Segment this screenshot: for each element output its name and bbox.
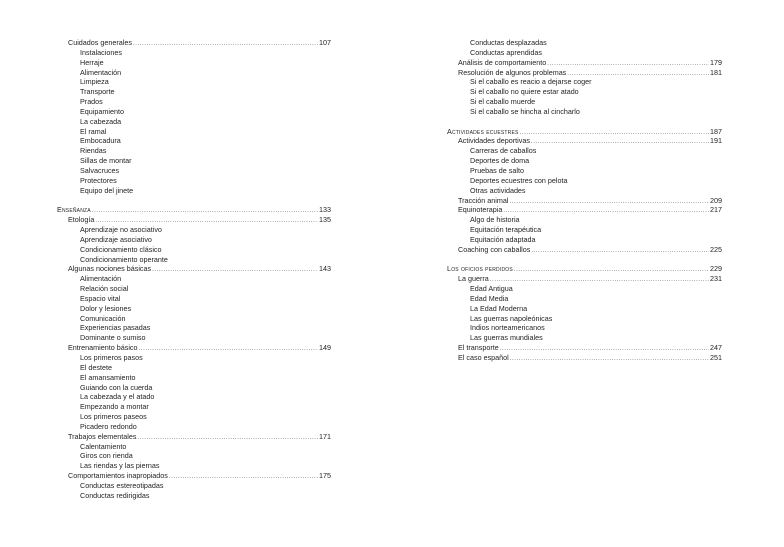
toc-subentry[interactable]: Protectores bbox=[80, 175, 117, 185]
toc-subentry[interactable]: Alimentación bbox=[80, 274, 122, 284]
toc-subentry[interactable]: Embocadura bbox=[80, 136, 121, 146]
toc-subentry[interactable]: Las guerras mundiales bbox=[470, 333, 543, 343]
toc-chapter[interactable]: Enseñanza ..... 133 bbox=[57, 205, 331, 215]
section-gap bbox=[57, 196, 331, 206]
toc-entry[interactable]: Tracción animal ..... 209 bbox=[447, 196, 722, 206]
toc-subentry[interactable]: Empezando a montar bbox=[80, 402, 149, 412]
toc-subentry[interactable]: Si el caballo es reacio a dejarse coger bbox=[470, 77, 592, 87]
toc-subentry[interactable]: La cabezada y el atado bbox=[80, 392, 155, 402]
toc-subentry[interactable]: Alimentación bbox=[80, 67, 122, 77]
toc-subentry[interactable]: Conductas estereotipadas bbox=[80, 480, 164, 490]
toc-entry[interactable]: Entrenamiento básico ..... 149 bbox=[57, 343, 331, 353]
toc-entry[interactable]: Algunas nociones básicas ..... 143 bbox=[57, 264, 331, 274]
toc-subentry[interactable]: Conductas desplazadas bbox=[470, 38, 547, 47]
toc-subentry[interactable]: Sillas de montar bbox=[80, 156, 132, 166]
toc-entry[interactable]: El caso español ..... 251 bbox=[447, 353, 722, 363]
toc-subentry[interactable]: Deportes ecuestres con pelota bbox=[470, 175, 568, 185]
toc-subentry[interactable]: Herraje bbox=[80, 57, 104, 67]
toc-subentry[interactable]: Algo de historia bbox=[470, 215, 520, 225]
toc-subentry[interactable]: Equitación adaptada bbox=[470, 234, 536, 244]
toc-subentry[interactable]: Condicionamiento operante bbox=[80, 254, 168, 264]
toc-subentry[interactable]: La Edad Moderna bbox=[470, 303, 528, 313]
toc-subentry[interactable]: Comunicación bbox=[80, 313, 126, 323]
toc-entry[interactable]: El transporte ..... 247 bbox=[447, 343, 722, 353]
toc-left-column bbox=[57, 38, 331, 501]
toc-subentry[interactable]: Transporte bbox=[80, 87, 115, 97]
toc-subentry[interactable]: Los primeros pasos bbox=[80, 353, 143, 362]
toc-entry[interactable]: Análisis de comportamiento ..... 179 bbox=[447, 58, 722, 68]
toc-subentry[interactable]: Espacio vital bbox=[80, 293, 121, 303]
toc-chapter[interactable]: Los oficios perdidos ..... 229 bbox=[447, 264, 722, 274]
toc-subentry[interactable]: Picadero redondo bbox=[80, 421, 137, 431]
toc-entry[interactable]: Trabajos elementales ..... 171 bbox=[57, 432, 331, 442]
toc-right-column bbox=[447, 38, 722, 363]
toc-subentry[interactable]: Conductas aprendidas bbox=[470, 47, 542, 57]
toc-subentry[interactable]: La cabezada bbox=[80, 116, 122, 126]
toc-subentry[interactable]: Si el caballo muerde bbox=[470, 97, 536, 107]
toc-subentry[interactable]: Dolor y lesiones bbox=[80, 303, 132, 313]
toc-subentry[interactable]: Las riendas y las piernas bbox=[80, 461, 160, 471]
toc-subentry[interactable]: Instalaciones bbox=[80, 47, 122, 57]
toc-subentry[interactable]: Condicionamiento clásico bbox=[80, 244, 162, 254]
toc-subentry[interactable]: Los primeros paseos bbox=[80, 412, 147, 422]
toc-subentry[interactable]: Edad Antigua bbox=[470, 284, 513, 294]
toc-subentry[interactable]: Conductas redirigidas bbox=[80, 490, 150, 500]
toc-subentry[interactable]: Experiencias pasadas bbox=[80, 323, 151, 333]
toc-entry[interactable]: Actividades deportivas ..... 191 bbox=[447, 136, 722, 146]
toc-subentry[interactable]: Otras actividades bbox=[470, 185, 526, 195]
toc-subentry[interactable]: Giros con rienda bbox=[80, 451, 133, 461]
toc-subentry[interactable]: Salvacruces bbox=[80, 165, 120, 175]
toc-subentry[interactable]: El ramal bbox=[80, 126, 107, 136]
toc-subentry[interactable]: Aprendizaje no asociativo bbox=[80, 225, 162, 235]
toc-entry[interactable]: Resolución de algunos problemas ..... 181 bbox=[447, 68, 722, 78]
toc-chapter[interactable]: Actividades ecuestres ..... 187 bbox=[447, 127, 722, 137]
toc-entry[interactable]: Equinoterapia ..... 217 bbox=[447, 205, 722, 215]
toc-subentry[interactable]: Dominante o sumiso bbox=[80, 333, 146, 343]
toc-subentry[interactable]: El destete bbox=[80, 362, 112, 372]
section-gap bbox=[447, 117, 722, 127]
toc-subentry[interactable]: Riendas bbox=[80, 146, 107, 156]
toc-subentry[interactable]: Edad Media bbox=[470, 293, 509, 303]
toc-subentry[interactable]: Calentamiento bbox=[80, 441, 127, 451]
toc-entry[interactable]: Cuidados generales ..... 107 bbox=[57, 38, 331, 48]
toc-subentry[interactable]: Indios norteamericanos bbox=[470, 323, 545, 333]
toc-subentry[interactable]: Relación social bbox=[80, 284, 129, 294]
toc-entry[interactable]: Coaching con caballos ..... 225 bbox=[447, 245, 722, 255]
toc-subentry[interactable]: Si el caballo no quiere estar atado bbox=[470, 87, 579, 97]
toc-subentry[interactable]: El amansamiento bbox=[80, 372, 136, 382]
toc-subentry[interactable]: Las guerras napoleónicas bbox=[470, 313, 553, 323]
toc-subentry[interactable]: Equipamiento bbox=[80, 106, 124, 116]
toc-entry[interactable]: La guerra ..... 231 bbox=[447, 274, 722, 284]
toc-subentry[interactable]: Pruebas de salto bbox=[470, 165, 524, 175]
toc-subentry[interactable]: Aprendizaje asociativo bbox=[80, 234, 152, 244]
toc-subentry[interactable]: Deportes de doma bbox=[470, 156, 530, 166]
toc-entry[interactable]: Comportamientos inapropiados ..... 175 bbox=[57, 471, 331, 481]
toc-subentry[interactable]: Carreras de caballos bbox=[470, 146, 537, 156]
toc-subentry[interactable]: Prados bbox=[80, 97, 103, 107]
toc-subentry[interactable]: Limpieza bbox=[80, 77, 109, 87]
toc-subentry[interactable]: Si el caballo se hincha al cincharlo bbox=[470, 106, 580, 116]
toc-entry[interactable]: Etología ..... 135 bbox=[57, 215, 331, 225]
toc-subentry[interactable]: Equipo del jinete bbox=[80, 185, 134, 195]
toc-subentry[interactable]: Equitación terapéutica bbox=[470, 225, 542, 235]
toc-subentry[interactable]: Guiando con la cuerda bbox=[80, 382, 153, 392]
